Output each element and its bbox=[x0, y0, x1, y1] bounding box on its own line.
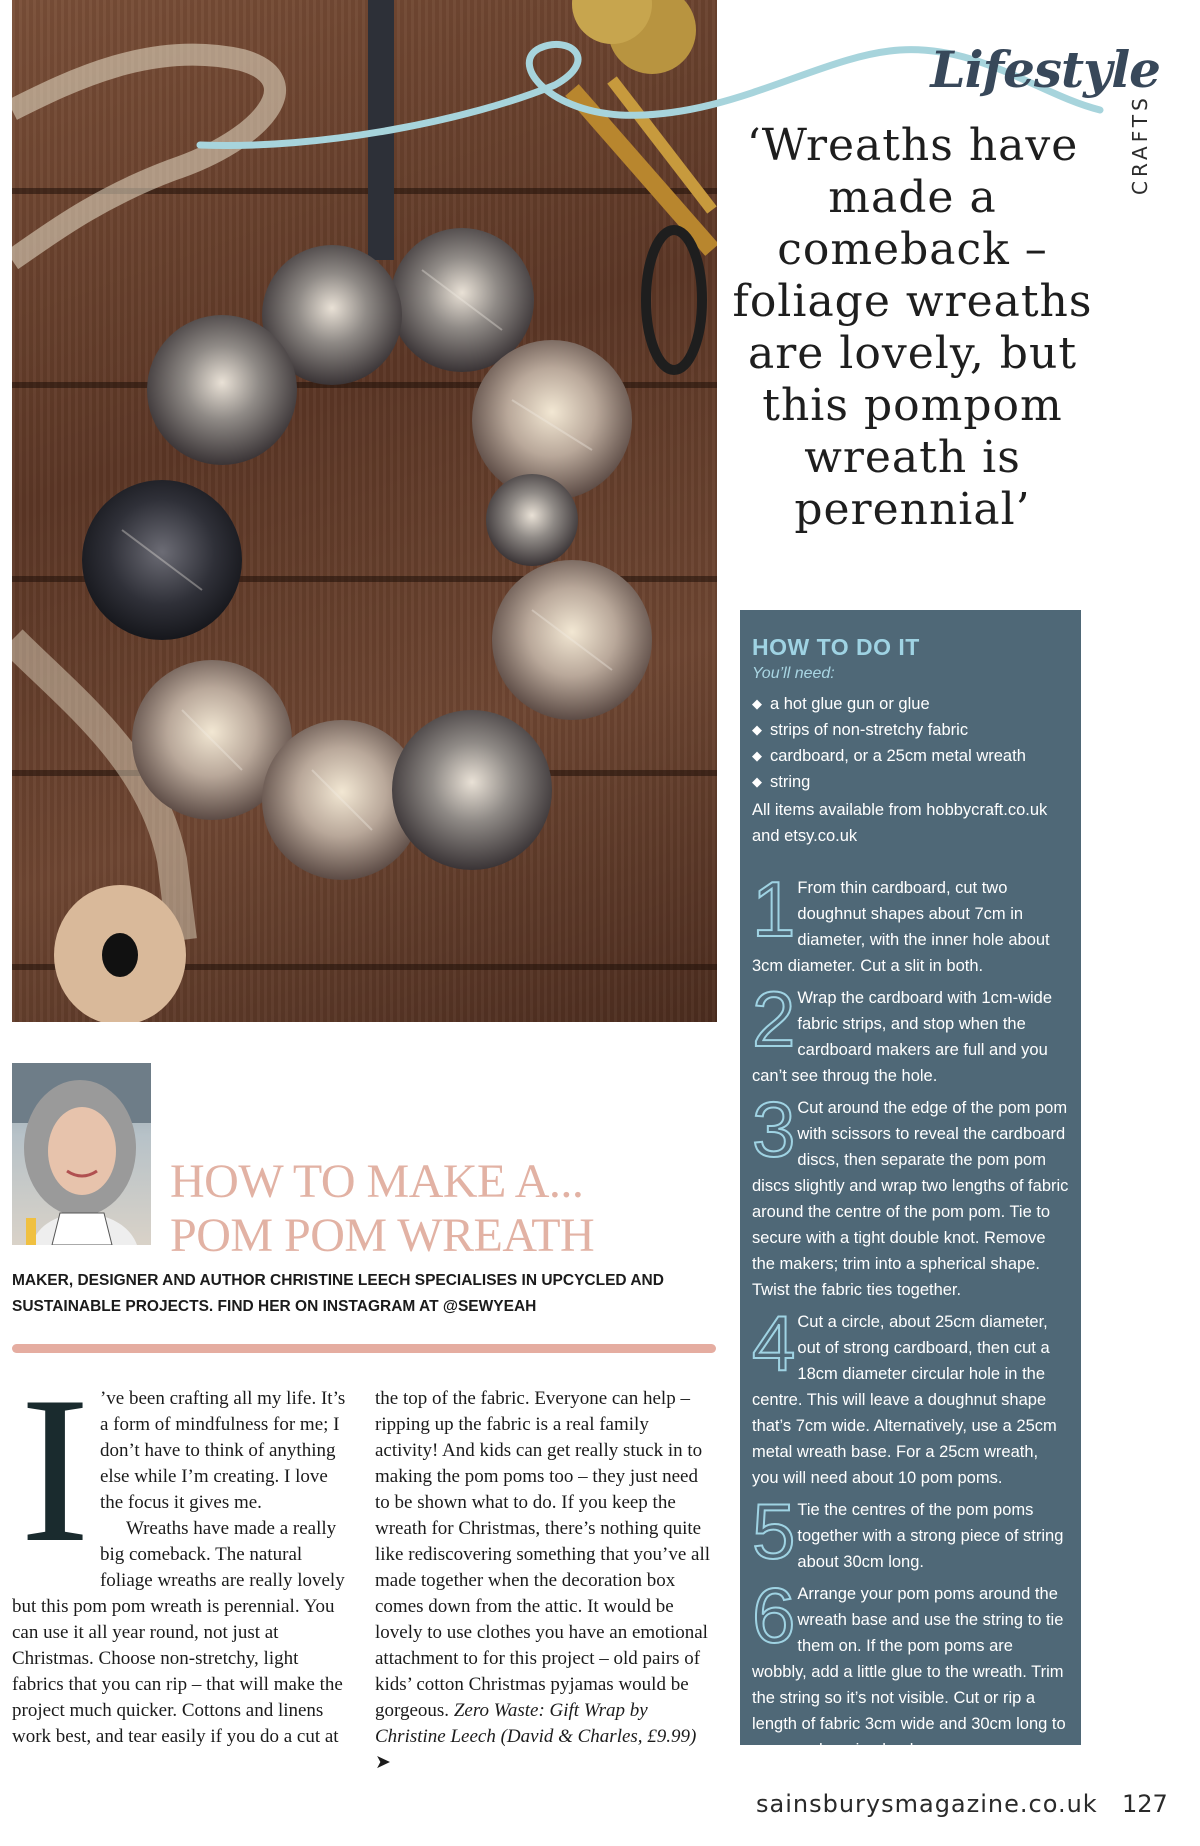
diamond-bullet-icon: ◆ bbox=[752, 696, 762, 711]
body-paragraph: the top of the fabric. Everyone can help – ripping up the fabric is a real family activity! And kids can get really stuck in to making the pom poms too – they just need to be shown what to do. If you keep the wreath for Christmas, there’s nothing quite like rediscovering something that you’ve all made together when the decoration box comes down from the attic. It would be lovely to use clothes you have an emotional attachment to for this project – old pairs of kids’ cotton Christmas pyjamas would be gorgeous. Zero Waste: Gift Wrap by Christine Leech (David & Charles, £9.99) ➤ bbox=[375, 1388, 711, 1773]
step-number: 4 bbox=[752, 1299, 796, 1387]
book-credit: Zero Waste: Gift Wrap by Christine Leech (David & Charles, £9.99) bbox=[375, 1700, 697, 1747]
section-title: Lifestyle bbox=[930, 40, 1160, 99]
drop-cap: I bbox=[20, 1354, 90, 1586]
continue-arrow-icon: ➤ bbox=[375, 1752, 391, 1773]
diamond-bullet-icon: ◆ bbox=[752, 748, 762, 763]
needs-label: You’ll need: bbox=[752, 665, 835, 682]
diamond-bullet-icon: ◆ bbox=[752, 774, 762, 789]
section-subtitle: CRAFTS bbox=[1128, 94, 1152, 195]
step-item bbox=[752, 1571, 1069, 1763]
list-item: ◆ a hot glue gun or glue bbox=[752, 691, 1069, 717]
author-byline: MAKER, DESIGNER AND AUTHOR CHRISTINE LEECH SPECIALISES IN UPCYCLED AND SUSTAINABLE PROJECTS. FIND HER ON INSTAGRAM AT @SEWYEAH bbox=[12, 1272, 664, 1315]
step-number: 5 bbox=[752, 1487, 796, 1575]
step-item bbox=[752, 1085, 1069, 1303]
step-item bbox=[752, 975, 1069, 1089]
list-item: ◆ strips of non-stretchy fabric bbox=[752, 717, 1069, 743]
step-item bbox=[752, 1299, 1069, 1491]
body-paragraph: ’ve been crafting all my life. It’s a form of mindfulness for me; I don’t have to think of anything else while I’m creating. I love the focus it gives me. bbox=[99, 1388, 346, 1513]
page-number: 127 bbox=[1122, 1790, 1168, 1818]
pull-quote: ‘Wreaths have made a comeback – foliage wreaths are lovely, but this pompom wreath is perennial’ bbox=[732, 120, 1093, 535]
headline-line-2: POM POM WREATH bbox=[170, 1209, 595, 1262]
author-portrait bbox=[12, 1063, 151, 1245]
body-paragraph: Wreaths have made a really big comeback. The natural foliage wreaths are really lovely but this pom pom wreath is perennial. You can use it all year round, not just at Christmas. Choose non-stretchy, light fabrics that you can rip – that will make the project much quicker. Cottons and linens work best, and tear easily if you do a cut at bbox=[12, 1518, 345, 1747]
diamond-bullet-icon: ◆ bbox=[752, 722, 762, 737]
step-number: 2 bbox=[752, 975, 796, 1063]
step-number: 3 bbox=[752, 1085, 796, 1173]
step-number: 1 bbox=[752, 865, 796, 953]
article-headline bbox=[170, 1155, 594, 1263]
steps-list bbox=[752, 865, 1069, 1763]
sidebar-heading: HOW TO DO IT bbox=[752, 634, 920, 660]
author-portrait-illustration bbox=[12, 1063, 151, 1245]
step-text: Tie the centres of the pom poms together with a strong piece of string about 30cm long. bbox=[797, 1501, 1064, 1571]
step-text: Cut around the edge of the pom pom with scissors to reveal the cardboard discs, then separate the pom pom discs slightly and wrap two lengths of fabric around the centre of the pom pom. Tie to secure with a tight double knot. Remove the makers; trim into a spherical shape. Twist the fabric ties together. bbox=[752, 1099, 1069, 1299]
step-item bbox=[752, 1487, 1069, 1575]
list-item: ◆ cardboard, or a 25cm metal wreath bbox=[752, 743, 1069, 769]
headline-line-1: HOW TO MAKE A... bbox=[170, 1155, 584, 1208]
footer-url: sainsburysmagazine.co.uk bbox=[756, 1790, 1098, 1818]
instructions-sidebar bbox=[740, 610, 1081, 1759]
divider-rule bbox=[12, 1344, 716, 1353]
list-item: ◆ string bbox=[752, 769, 1069, 795]
step-text: From thin cardboard, cut two doughnut shapes about 7cm in diameter, with the inner hole about 3cm diameter. Cut a slit in both. bbox=[752, 879, 1050, 975]
step-number: 6 bbox=[752, 1571, 796, 1659]
step-item bbox=[752, 865, 1069, 979]
availability-note: All items available from hobbycraft.co.uk and etsy.co.uk bbox=[752, 801, 1048, 845]
step-text: Cut a circle, about 25cm diameter, out of strong cardboard, then cut a 18cm diameter circular hole in the centre. This will leave a doughnut shape that’s 7cm wide. Alternatively, use a 25cm metal wreath base. For a 25cm wreath, you will need about 10 pom poms. bbox=[752, 1313, 1057, 1487]
supplies-list bbox=[752, 691, 1069, 795]
step-text: Arrange your pom poms around the wreath base and use the string to tie them on. If the pom poms are wobbly, add a little glue to the wreath. Trim the string so it’s not visible. Cut or rip a length of fabric 3cm wide and 30cm long to use as a hanging hook. bbox=[752, 1585, 1066, 1759]
body-column-1 bbox=[12, 1354, 350, 1750]
body-column-2 bbox=[375, 1386, 715, 1776]
step-text: Wrap the cardboard with 1cm-wide fabric strips, and stop when the cardboard makers are full and you can’t see throug the hole. bbox=[752, 989, 1053, 1085]
